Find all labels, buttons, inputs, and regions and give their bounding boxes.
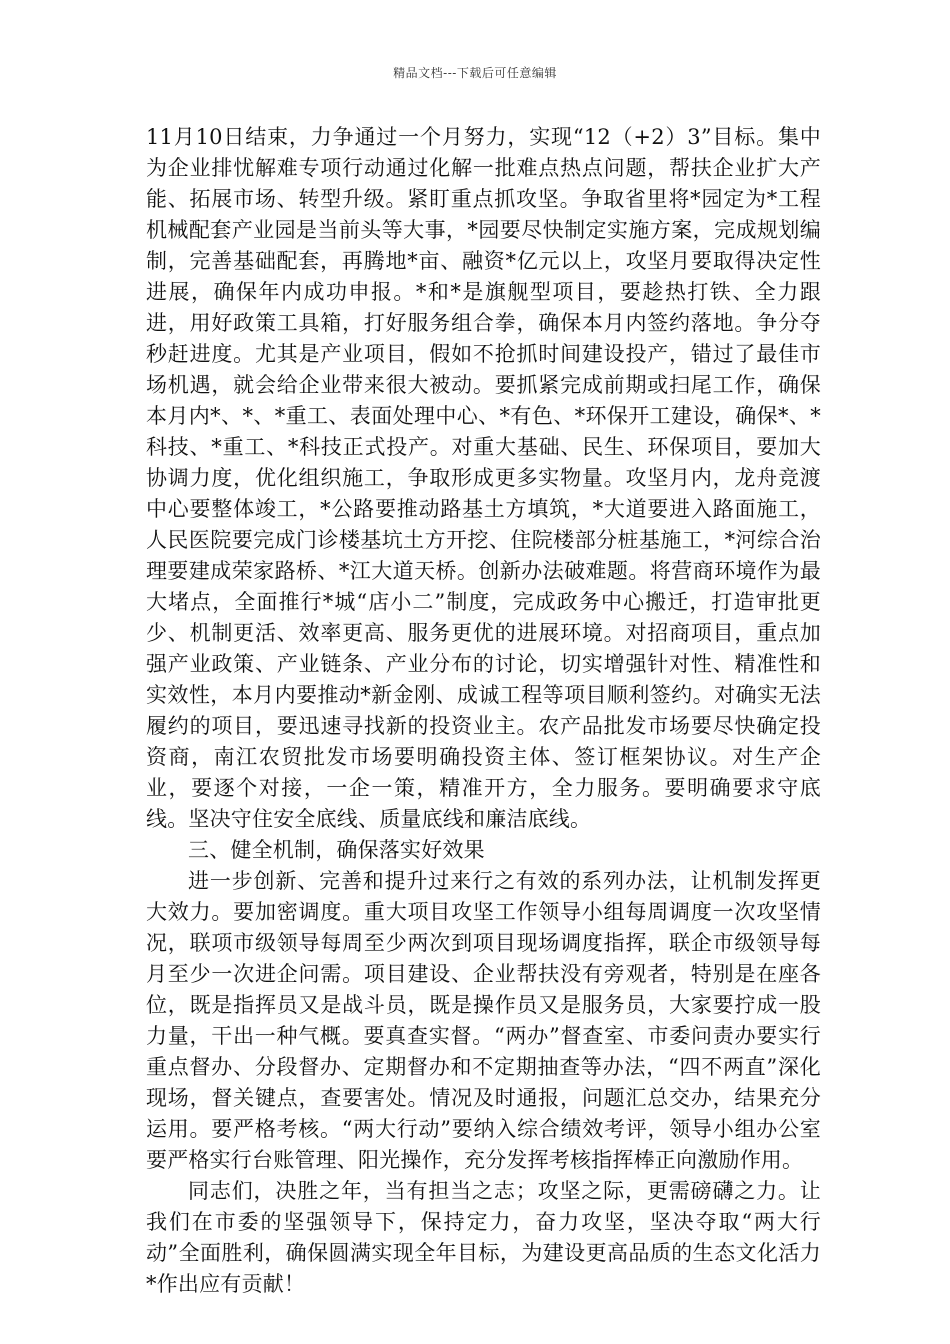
document-body bbox=[146, 122, 821, 1300]
body-paragraph-continued: 11月10日结束，力争通过一个月努力，实现“12（+2）3”目标。集中为企业排忧解难专项行动通过化解一批难点热点问题，帮扶企业扩大产能、拓展市场、转型升级。紧盯重点抓攻坚。争取省里将*园定为*工程机械配套产业园是当前头等大事，*园要尽快制定实施方案，完成规划编制，完善基础配套，再腾地*亩、融资*亿元以上，攻坚月要取得决定性进展，确保年内成功申报。*和*是旗舰型项目，要趁热打铁、全力跟进，用好政策工具箱，打好服务组合拳，确保本月内签约落地。争分夺秒赶进度。尤其是产业项目，假如不抢抓时间建设投产，错过了最佳市场机遇，就会给企业带来很大被动。要抓紧完成前期或扫尾工作，确保本月内*、*、*重工、表面处理中心、*有色、*环保开工建设，确保*、*科技、*重工、*科技正式投产。对重大基础、民生、环保项目，要加大协调力度，优化组织施工，争取形成更多实物量。攻坚月内，龙舟竞渡中心要整体竣工，*公路要推动路基土方填筑，*大道要进入路面施工，人民医院要完成门诊楼基坑土方开挖、住院楼部分桩基施工，*河综合治理要建成荣家路桥、*江大道天桥。创新办法破难题。将营商环境作为最大堵点，全面推行*城“店小二”制度，完成政务中心搬迁，打造审批更少、机制更活、效率更高、服务更优的进展环境。对招商项目，重点加强产业政策、产业链条、产业分布的讨论，切实增强针对性、精准性和实效性，本月内要推动*新金刚、成诚工程等项目顺利签约。对确实无法履约的项目，要迅速寻找新的投资业主。农产品批发市场要尽快确定投资商，南江农贸批发市场要明确投资主体、签订框架协议。对生产企业，要逐个对接，一企一策，精准开方，全力服务。要明确要求守底线。坚决守住安全底线、质量底线和廉洁底线。 bbox=[146, 125, 821, 831]
body-paragraph-closing: 同志们，决胜之年，当有担当之志；攻坚之际，更需磅礴之力。让我们在市委的坚强领导下，保持定力，奋力攻坚，坚决夺取“两大行动”全面胜利，确保圆满实现全年目标，为建设更高品质的生态文化活力*作出应有贡献！ bbox=[146, 1179, 821, 1296]
page-header: 精品文档---下载后可任意编辑 bbox=[393, 66, 557, 80]
section-heading-3: 三、健全机制，确保落实好效果 bbox=[188, 838, 485, 862]
body-paragraph-mechanism: 进一步创新、完善和提升过来行之有效的系列办法，让机制发挥更大效力。要加密调度。重大项目攻坚工作领导小组每周调度一次攻坚情况，联项市级领导每周至少两次到项目现场调度指挥，联企市级领导每月至少一次进企问需。项目建设、企业帮扶没有旁观者，特别是在座各位，既是指挥员又是战斗员，既是操作员又是服务员，大家要拧成一股力量，干出一种气概。要真查实督。“两办”督查室、市委问责办要实行重点督办、分段督办、定期督办和不定期抽查等办法，“四不两直”深化现场，督关键点，查要害处。情况及时通报，问题汇总交办，结果充分运用。要严格考核。“两大行动”要纳入综合绩效考评，领导小组办公室要严格实行台账管理、阳光操作，充分发挥考核指挥棒正向激励作用。 bbox=[146, 869, 821, 1172]
